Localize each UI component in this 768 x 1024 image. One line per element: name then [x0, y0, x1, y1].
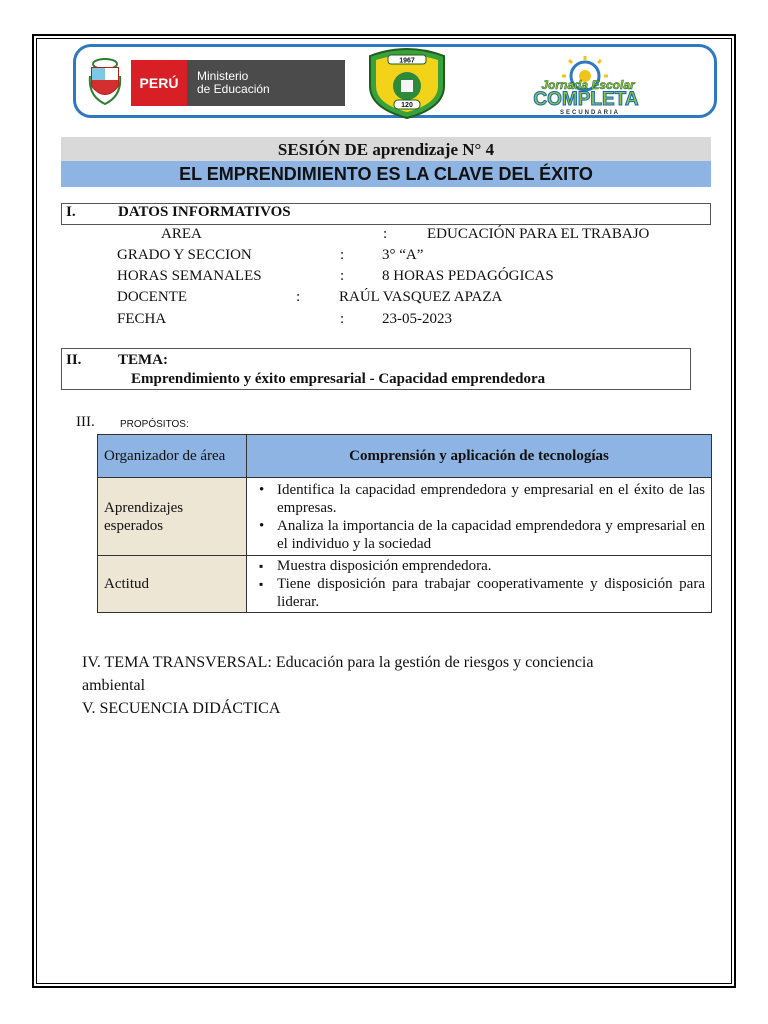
- fecha-sep: :: [340, 311, 345, 327]
- fecha-label: FECHA: [117, 311, 167, 327]
- horas-sep: :: [340, 268, 345, 284]
- section4-line2: ambiental: [82, 677, 146, 694]
- grado-label: GRADO Y SECCION: [117, 247, 252, 263]
- area-sep: :: [383, 226, 388, 242]
- ministry-line1: Ministerio: [197, 69, 249, 83]
- peru-label: PERÚ: [131, 60, 187, 106]
- school-number: 120: [401, 102, 413, 109]
- ministry-label: [187, 60, 345, 106]
- jec-line1: Jornada Escolar: [541, 78, 635, 92]
- school-emblem-icon: [362, 46, 452, 120]
- section3-heading: PROPÓSITOS:: [120, 419, 189, 430]
- row1-content: [247, 478, 712, 556]
- header-right-cell: Comprensión y aplicación de tecnologías: [247, 435, 712, 478]
- section5-heading: V. SECUENCIA DIDÁCTICA: [82, 700, 281, 717]
- jec-line3: SECUNDARIA: [559, 110, 621, 116]
- row2-label: Actitud: [98, 556, 247, 613]
- ministry-line2: de Educación: [197, 82, 270, 96]
- grado-sep: :: [340, 247, 345, 263]
- header-left-cell: Organizador de área: [98, 435, 247, 478]
- row1-label: Aprendizajes esperados: [98, 478, 247, 556]
- row2-content: [247, 556, 712, 613]
- section3-number: III.: [76, 414, 95, 430]
- table-row: [98, 556, 712, 613]
- section2-number: II.: [66, 352, 82, 368]
- list-item: • Analiza la importancia de la capacidad emprendedora y empresarial en el individuo y la sociedad: [277, 517, 705, 553]
- school-year: 1967: [399, 57, 415, 65]
- docente-value: RAÚL VASQUEZ APAZA: [339, 289, 503, 305]
- area-value: EDUCACIÓN PARA EL TRABAJO: [427, 226, 650, 242]
- docente-label: DOCENTE: [117, 289, 187, 305]
- session-subtitle: EL EMPRENDIMIENTO ES LA CLAVE DEL ÉXITO: [61, 161, 711, 187]
- horas-label: HORAS SEMANALES: [117, 268, 262, 284]
- jec-logo-icon: [490, 54, 680, 116]
- peru-coat-of-arms-icon: [88, 56, 122, 106]
- jec-line2: COMPLETA: [533, 89, 639, 110]
- list-item: ▪ Muestra disposición emprendedora.: [277, 557, 705, 575]
- section2-content: Emprendimiento y éxito empresarial - Capacidad emprendedora: [131, 371, 546, 387]
- docente-sep: :: [296, 289, 301, 305]
- section1-number: I.: [66, 204, 76, 220]
- table-row: [98, 478, 712, 556]
- list-item: ▪ Tiene disposición para trabajar cooperativamente y disposición para liderar.: [277, 575, 705, 611]
- horas-value: 8 HORAS PEDAGÓGICAS: [382, 268, 554, 284]
- grado-value: 3° “A”: [382, 247, 424, 263]
- area-label: AREA: [161, 226, 202, 242]
- list-item: • Identifica la capacidad emprendedora y empresarial en el éxito de las empresas.: [277, 481, 705, 517]
- fecha-value: 23-05-2023: [382, 311, 452, 327]
- propositos-table: [97, 434, 712, 613]
- table-header-row: [98, 435, 712, 478]
- section1-heading: DATOS INFORMATIVOS: [118, 204, 291, 220]
- section4-line1: IV. TEMA TRANSVERSAL: Educación para la gestión de riesgos y conciencia: [82, 654, 594, 671]
- session-title: SESIÓN DE aprendizaje N° 4: [61, 137, 711, 161]
- section2-heading: TEMA:: [118, 352, 168, 368]
